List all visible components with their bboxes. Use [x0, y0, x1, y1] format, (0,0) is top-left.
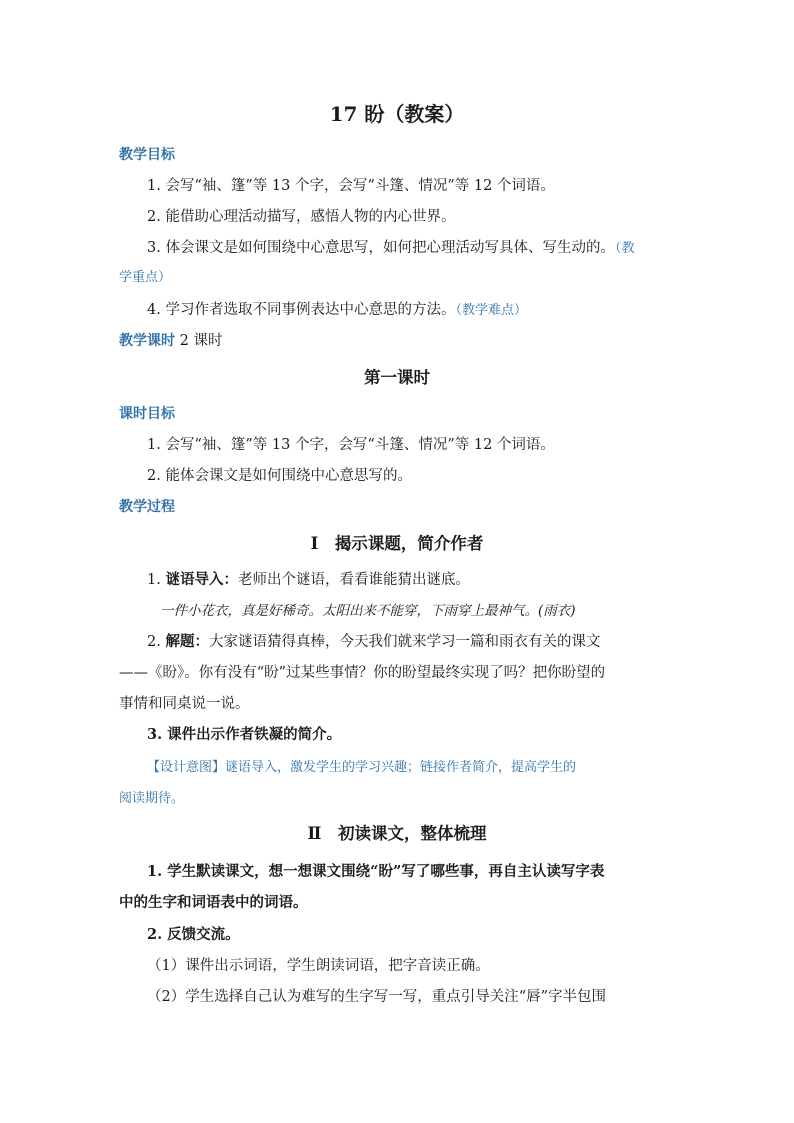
design-intent-note: 【设计意图】谜语导入，激发学生的学习兴趣；链接作者简介，提高学生的: [147, 760, 577, 775]
document-title: 17 盼（教案）: [329, 102, 465, 126]
teaching-hours: [119, 331, 222, 351]
lesson-goals-heading: 课时目标: [119, 406, 175, 422]
key-point-note: （教: [614, 241, 635, 256]
goal-item-4: 4. 学习作者选取不同事例表达中心意思的方法。（教学难点）: [147, 302, 527, 318]
hours-heading: 教学课时: [119, 333, 175, 349]
goal-item-3: 3. 体会课文是如何围绕中心意思写，如何把心理活动写具体、写生动的。（教: [147, 240, 635, 256]
step-feedback: 2. 反馈交流。: [147, 926, 240, 943]
sub-step-1: （1）课件出示词语，学生朗读词语，把字音读正确。: [147, 958, 490, 974]
step-silent-reading: 1. 学生默读课文，想一想课文围绕“盼”写了哪些事，再自主认读写字表: [147, 863, 605, 880]
sub-step-2: （2）学生选择自己认为难写的生字写一写，重点引导关注“唇”字半包围: [147, 989, 607, 1005]
step-topic-explain-line-2: ——《盼》。你有没有“盼”过某些事情？你的盼望最终实现了吗？把你盼望的: [119, 665, 606, 681]
difficulty-note: （教学难点）: [455, 303, 527, 318]
design-intent-note-line-2: 阅读期待。: [119, 791, 185, 806]
step-author-intro: 3. 课件出示作者铁凝的简介。: [147, 726, 342, 743]
hours-value: 2 课时: [175, 333, 223, 349]
lesson-one-heading: 第一课时: [364, 368, 430, 387]
key-point-note-continued: 学重点）: [119, 270, 172, 285]
step-topic-explain: 2. 解题：大家谜语猜得真棒，今天我们就来学习一篇和雨衣有关的课文: [147, 633, 601, 650]
step-silent-reading-line-2: 中的生字和词语表中的词语。: [119, 894, 308, 911]
part-one-heading: Ⅰ 揭示课题，简介作者: [310, 534, 484, 553]
goals-heading: 教学目标: [119, 147, 175, 163]
process-heading: 教学过程: [119, 499, 175, 515]
step-riddle-intro: 1. 谜语导入：老师出个谜语，看看谁能猜出谜底。: [147, 571, 470, 588]
lesson-goal-item-1: 1. 会写“袖、篷”等 13 个字，会写“斗篷、情况”等 12 个词语。: [147, 437, 555, 453]
goal-item-1: 1. 会写“袖、篷”等 13 个字，会写“斗篷、情况”等 12 个词语。: [147, 178, 555, 194]
lesson-goal-item-2: 2. 能体会课文是如何围绕中心意思写的。: [147, 468, 412, 484]
part-two-heading: Ⅱ 初读课文，整体梳理: [307, 824, 487, 843]
goal-item-2: 2. 能借助心理活动描写，感悟人物的内心世界。: [147, 209, 456, 225]
step-topic-explain-line-3: 事情和同桌说一说。: [119, 696, 250, 712]
riddle-text: 一件小花衣，真是好稀奇。太阳出来不能穿，下雨穿上最神气。(雨衣): [160, 603, 576, 619]
